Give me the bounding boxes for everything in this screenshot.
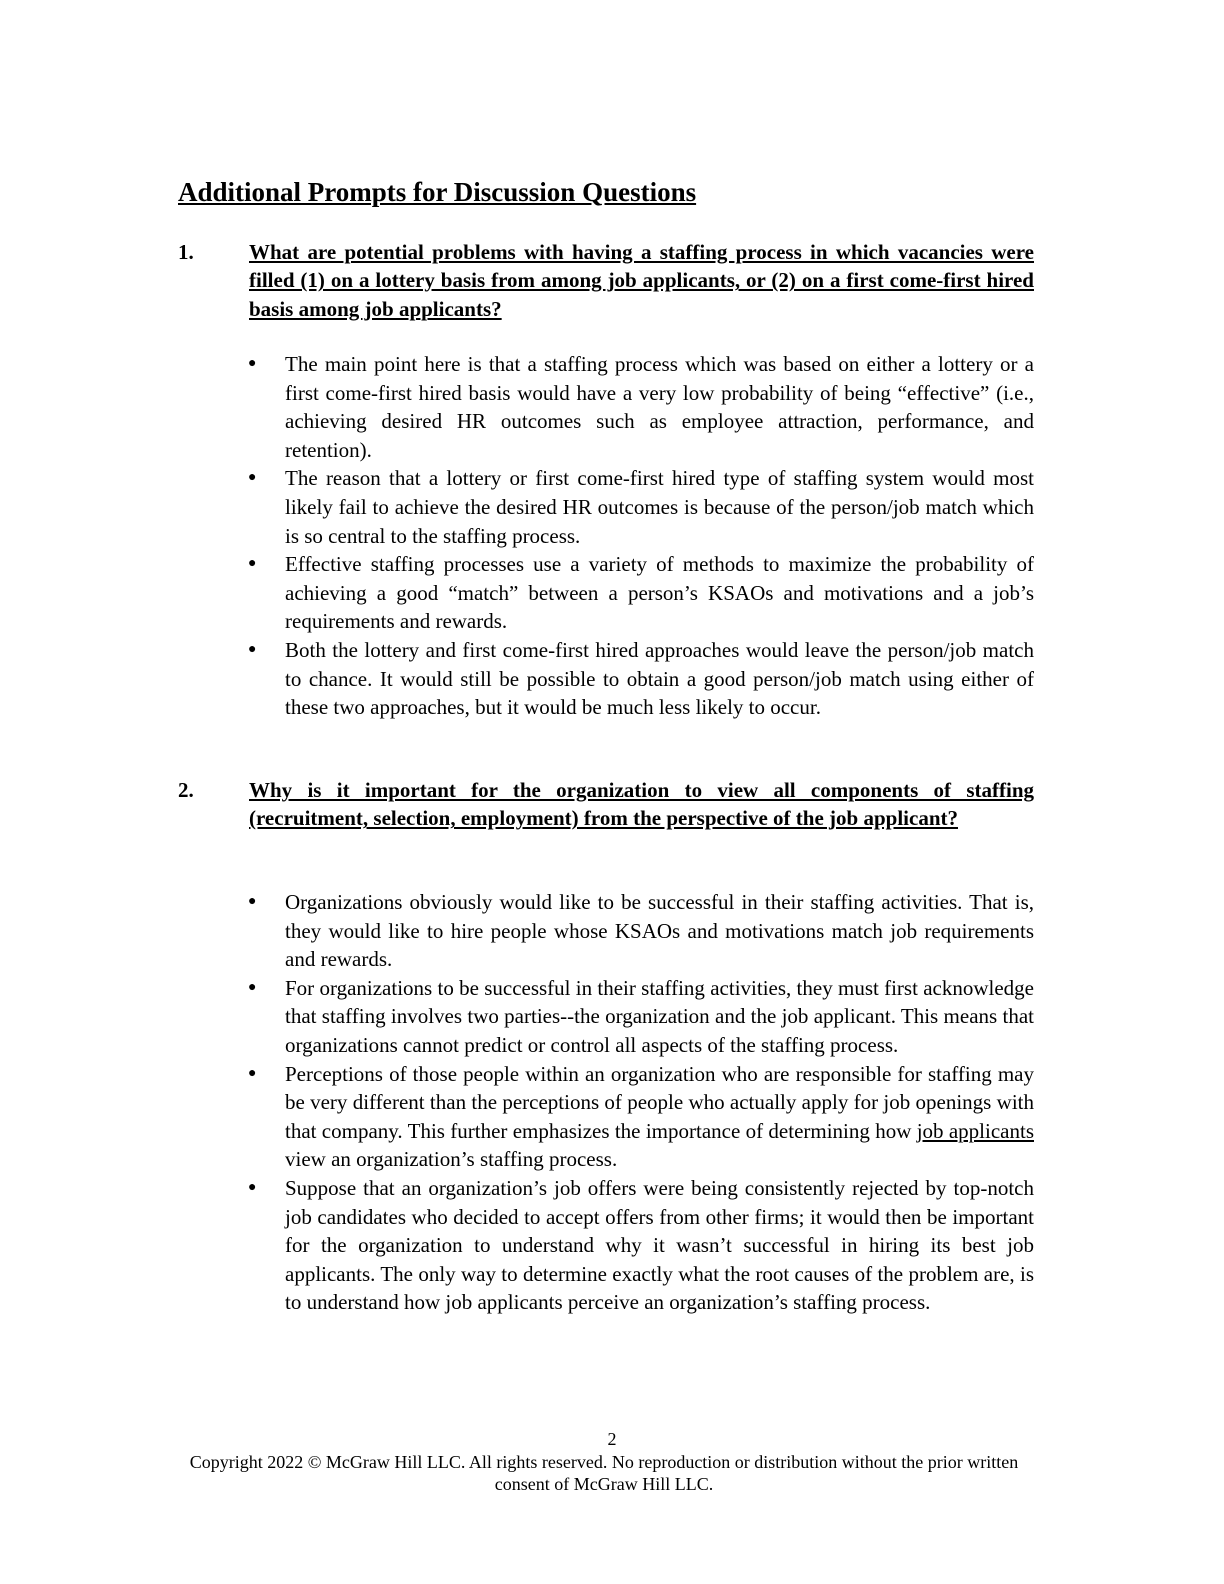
- question-1: [178, 238, 1034, 323]
- list-item: [248, 974, 1034, 1060]
- bullet-text: Both the lottery and first come-first hired approaches would leave the person/job match to chance. It would still be possible to obtain a good person/job match using either of these two approaches, but it would be much less likely to occur.: [285, 637, 1034, 720]
- bullet-icon: ●: [248, 979, 257, 995]
- question-number: 1.: [178, 240, 194, 264]
- page-number: 2: [607, 1429, 617, 1449]
- underlined-phrase: job applicants: [916, 1118, 1034, 1143]
- bullet-text: Perceptions of those people within an organization who are responsible for staffing may be very different than the perceptions of people who actually apply for job openings with that company. This further emphasizes the importance of determining how: [285, 1061, 1034, 1143]
- list-item: [248, 350, 1034, 464]
- bullet-text: Organizations obviously would like to be successful in their staffing activities. That is, they would like to hire people whose KSAOs and motivations match job requirements and rewards.: [285, 890, 1034, 972]
- bullet-icon: ●: [248, 641, 257, 657]
- bullet-text: For organizations to be successful in their staffing activities, they must first acknowledge that staffing involves two parties--the organization and the job applicant. This means that organizations cannot predict or control all aspects of the staffing process.: [285, 975, 1034, 1057]
- page-title: Additional Prompts for Discussion Questions: [178, 177, 697, 207]
- list-item: [248, 636, 1034, 722]
- list-item: [248, 1060, 1034, 1174]
- bullet-icon: ●: [248, 470, 257, 486]
- question-2: [178, 776, 1034, 833]
- list-item: [248, 888, 1034, 974]
- bullet-icon: ●: [248, 1065, 257, 1081]
- bullet-text: The main point here is that a staffing process which was based on either a lottery or a first come-first hired basis would have a very low probability of being “effective” (i.e., achieving desired HR outcomes such as employee attraction, performance, and retention).: [285, 352, 1034, 462]
- list-item: [248, 464, 1034, 550]
- bullet-icon: ●: [248, 1179, 257, 1195]
- question-text: What are potential problems with having a staffing process in which vacancies were filled (1) on a lottery basis from among job applicants, or (2) on a first come-first hired basis among job applicants?: [249, 240, 1034, 321]
- bullet-icon: ●: [248, 356, 257, 371]
- question-number: 2.: [178, 778, 194, 802]
- list-item: [248, 1174, 1034, 1317]
- question-text: Why is it important for the organization to view all components of staffing (recruitment, selection, employment) from the perspective of the job applicant?: [249, 778, 1034, 831]
- bullet-text: Effective staffing processes use a variety of methods to maximize the probability of achieving a good “match” between a person’s KSAOs and motivations and a job’s requirements and rewards.: [285, 552, 1034, 634]
- answer-list-2: [248, 888, 1034, 1317]
- bullet-icon: ●: [248, 556, 257, 572]
- bullet-text-tail: view an organization’s staffing process.: [285, 1147, 618, 1172]
- bullet-text: Suppose that an organization’s job offers were being consistently rejected by top-notch job candidates who decided to accept offers from other firms; it would then be important for the organization to understand why it wasn’t successful in hiring its best job applicants. The only way to determine exactly what the root causes of the problem are, is to understand how job applicants perceive an organization’s staffing process.: [285, 1175, 1034, 1315]
- bullet-icon: ●: [248, 894, 257, 909]
- bullet-text: The reason that a lottery or first come-first hired type of staffing system would most likely fail to achieve the desired HR outcomes is because of the person/job match which is so central to the staffing process.: [285, 466, 1034, 548]
- answer-list-1: [248, 350, 1034, 722]
- list-item: [248, 550, 1034, 636]
- copyright-notice: Copyright 2022 © McGraw Hill LLC. All rights reserved. No reproduction or distribution without the prior written consent of McGraw Hill LLC.: [189, 1452, 1019, 1494]
